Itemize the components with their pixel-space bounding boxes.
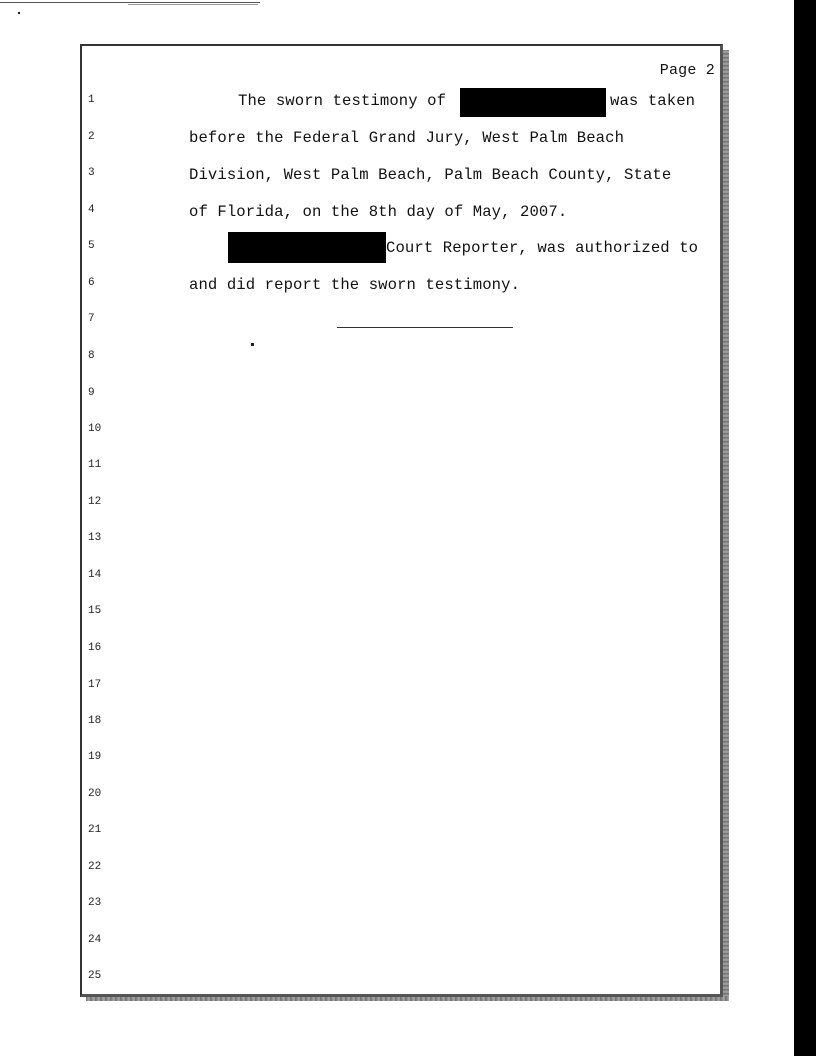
transcript-line-3: Division, West Palm Beach, Palm Beach County, State <box>189 166 672 184</box>
line-number: 18 <box>88 715 102 727</box>
line-number: 6 <box>88 277 95 289</box>
line-number: 3 <box>88 167 95 179</box>
transcript-line-1-end: was taken <box>610 92 696 110</box>
line-number: 11 <box>88 459 102 471</box>
line-number: 2 <box>88 131 95 143</box>
line-number: 10 <box>88 423 102 435</box>
end-of-text-rule <box>337 327 513 328</box>
redaction-block <box>460 88 606 117</box>
transcript-line-5: Court Reporter, was authorized to <box>386 239 699 257</box>
line-number: 15 <box>88 605 102 617</box>
frame-shadow-right <box>723 50 729 1000</box>
line-number: 14 <box>88 569 102 581</box>
line-number: 5 <box>88 240 95 252</box>
line-number: 19 <box>88 751 102 763</box>
line-number: 4 <box>88 204 95 216</box>
line-number: 25 <box>88 970 102 982</box>
line-number: 17 <box>88 679 102 691</box>
line-number: 21 <box>88 824 102 836</box>
transcript-line-6: and did report the sworn testimony. <box>189 276 521 294</box>
line-number: 16 <box>88 642 102 654</box>
line-number: 9 <box>88 387 95 399</box>
scan-artifact-line <box>128 4 258 5</box>
transcript-line-1-start: The sworn testimony of <box>238 92 447 110</box>
page-number-label: Page 2 <box>659 62 715 79</box>
line-number: 22 <box>88 861 102 873</box>
scan-edge-bar <box>794 0 816 1056</box>
transcript-page-frame <box>80 44 723 997</box>
redaction-block <box>228 232 386 263</box>
line-number: 24 <box>88 934 102 946</box>
transcript-line-4: of Florida, on the 8th day of May, 2007. <box>189 203 568 221</box>
line-number: 20 <box>88 788 102 800</box>
transcript-line-2: before the Federal Grand Jury, West Palm Beach <box>189 129 625 147</box>
line-number: 13 <box>88 532 102 544</box>
line-number: 23 <box>88 897 102 909</box>
scan-artifact-line <box>0 2 260 3</box>
line-number: 1 <box>88 94 95 106</box>
line-number: 7 <box>88 313 95 325</box>
line-number: 12 <box>88 496 102 508</box>
scan-speck <box>18 12 20 14</box>
line-number: 8 <box>88 350 95 362</box>
